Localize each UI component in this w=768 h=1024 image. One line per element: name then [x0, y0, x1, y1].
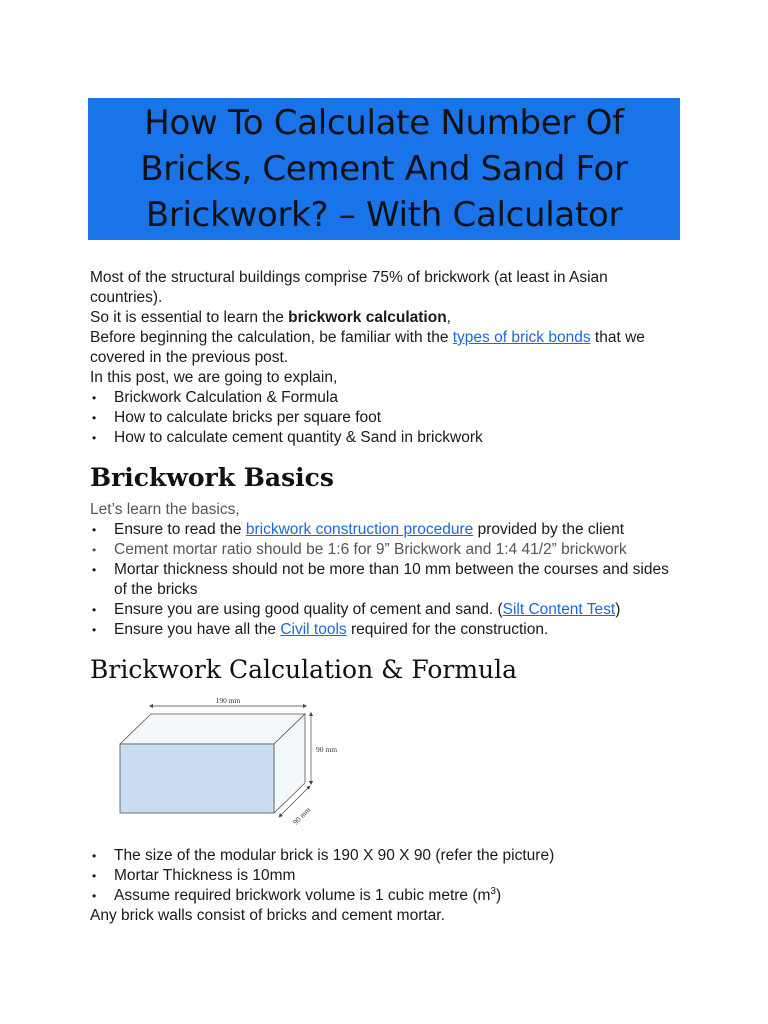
list-item — [90, 520, 680, 540]
text-span: Ensure you have all the — [114, 621, 281, 638]
text-span: required for the construction. — [346, 621, 549, 638]
text-span: Before beginning the calculation, be familiar with the — [90, 329, 453, 346]
intro-learn-paragraph — [90, 308, 680, 328]
intro-bonds-paragraph — [90, 328, 680, 368]
page-title-line-3: Brickwork? – With Calculator — [145, 195, 623, 235]
text-span: provided by the client — [473, 521, 625, 538]
list-item: • Mortar Thickness is 10mm — [90, 866, 680, 886]
superscript: 3 — [490, 885, 496, 897]
text-span: ) — [495, 887, 502, 904]
depth-label: 90 mm — [291, 805, 313, 827]
page-title-line-1: How To Calculate Number Of — [144, 103, 624, 143]
brick-dimension-figure — [90, 694, 680, 834]
types-of-brick-bonds-link[interactable]: types of brick bonds — [452, 329, 591, 346]
text-span: Ensure to read the — [114, 521, 246, 538]
intro-list — [90, 388, 680, 448]
brick-top-face — [120, 714, 305, 744]
closing-paragraph: Any brick walls consist of bricks and cement mortar. — [90, 907, 445, 924]
intro-explain-paragraph: In this post, we are going to explain, — [90, 369, 338, 386]
list-item — [90, 600, 680, 620]
intro-paragraph: Most of the structural buildings comprise 75% of brickwork (at least in Asian countries). — [90, 269, 608, 306]
page-title-line-2: Bricks, Cement And Sand For — [140, 149, 628, 189]
civil-tools-link[interactable]: Civil tools — [280, 621, 347, 638]
height-label: 90 mm — [316, 745, 338, 754]
title-banner — [88, 98, 680, 240]
silt-content-test-link[interactable]: Silt Content Test — [502, 601, 616, 618]
list-item: • How to calculate cement quantity & Sand in brickwork — [90, 428, 680, 448]
text-span: Ensure you are using good quality of cement and sand. ( — [114, 601, 503, 618]
list-item — [90, 886, 680, 906]
calculation-formula-heading: Brickwork Calculation & Formula — [90, 655, 518, 684]
basics-list — [90, 520, 680, 640]
article-body — [90, 268, 680, 926]
basics-lead: Let’s learn the basics, — [90, 501, 240, 518]
text-span: So it is essential to learn the — [90, 309, 289, 326]
text-span: Assume required brickwork volume is 1 cubic metre (m — [114, 887, 491, 904]
text-span: ) — [615, 601, 621, 618]
list-item — [90, 620, 680, 640]
brickwork-basics-heading: Brickwork Basics — [90, 463, 334, 492]
text-span: , — [446, 309, 451, 326]
list-item: • How to calculate bricks per square foot — [90, 408, 680, 428]
formula-list — [90, 846, 680, 906]
list-item: • Brickwork Calculation & Formula — [90, 388, 680, 408]
list-item: • Cement mortar ratio should be 1:6 for 9” Brickwork and 1:4 41/2” brickwork — [90, 540, 680, 560]
bold-brickwork-calculation: brickwork calculation — [288, 309, 447, 326]
list-item: • The size of the modular brick is 190 X 90 X 90 (refer the picture) — [90, 846, 680, 866]
brickwork-construction-procedure-link[interactable]: brickwork construction procedure — [245, 521, 474, 538]
list-item: • Mortar thickness should not be more than 10 mm between the courses and sides of the bricks — [90, 560, 680, 600]
brick-diagram — [118, 694, 368, 830]
length-label: 190 mm — [215, 696, 241, 705]
brick-front-face — [120, 744, 274, 813]
text-span: that we covered in the previous post. — [90, 329, 645, 366]
